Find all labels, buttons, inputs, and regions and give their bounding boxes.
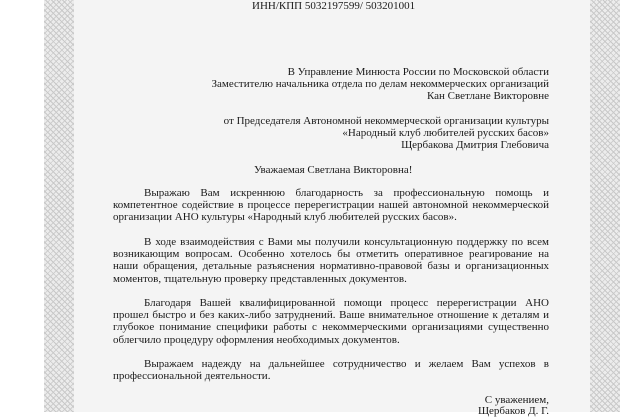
signature: Щербаков Д. Г. — [477, 405, 549, 417]
recipient-line: Заместителю начальника отдела по делам некоммерческих организаций — [211, 78, 549, 90]
paragraph: В ходе взаимодействия с Вами мы получили консультационную поддержку по всем возникающим вопросам. Особенно хотелось бы отметить оперативное реагирование на наши обращения, детальные разъяснения нормативно-правовой базы и организационных моментов, тщательную проверку представленных документов. — [113, 236, 549, 285]
paragraph: Выражаю Вам искреннюю благодарность за профессиональную помощь и компетентное содействие в процессе перерегистрации нашей автономной некоммерческой организации АНО культуры «Народный клуб любителей русских басов». — [113, 187, 549, 224]
closing: С уважением, — [484, 394, 549, 406]
sender-line: от Председателя Автономной некоммерческой организации культуры — [223, 115, 549, 127]
inn-kpp-line: ИНН/КПП 5032197599/ 503201001 — [252, 0, 416, 12]
sender-line: «Народный клуб любителей русских басов» — [342, 127, 549, 139]
paragraph: Выражаем надежду на дальнейшее сотрудничество и желаем Вам успехов в профессиональной деятельности. — [113, 358, 549, 383]
decorative-border-left — [44, 0, 74, 412]
recipient-line: В Управление Минюста России по Московской области — [287, 66, 549, 78]
paragraph: Благодаря Вашей квалифицированной помощи процесс перерегистрации АНО прошел быстро и без каких-либо затруднений. Ваше внимательное отношение к деталям и глубокое понимание специфики работы с некоммерческими организациями существенно облегчило процедуру оформления необходимых документов. — [113, 297, 549, 346]
recipient-line: Кан Светлане Викторовне — [426, 90, 549, 102]
sender-line: Щербакова Дмитрия Глебовича — [401, 139, 549, 151]
greeting: Уважаемая Светлана Викторовна! — [254, 164, 413, 176]
decorative-border-right — [590, 0, 620, 412]
